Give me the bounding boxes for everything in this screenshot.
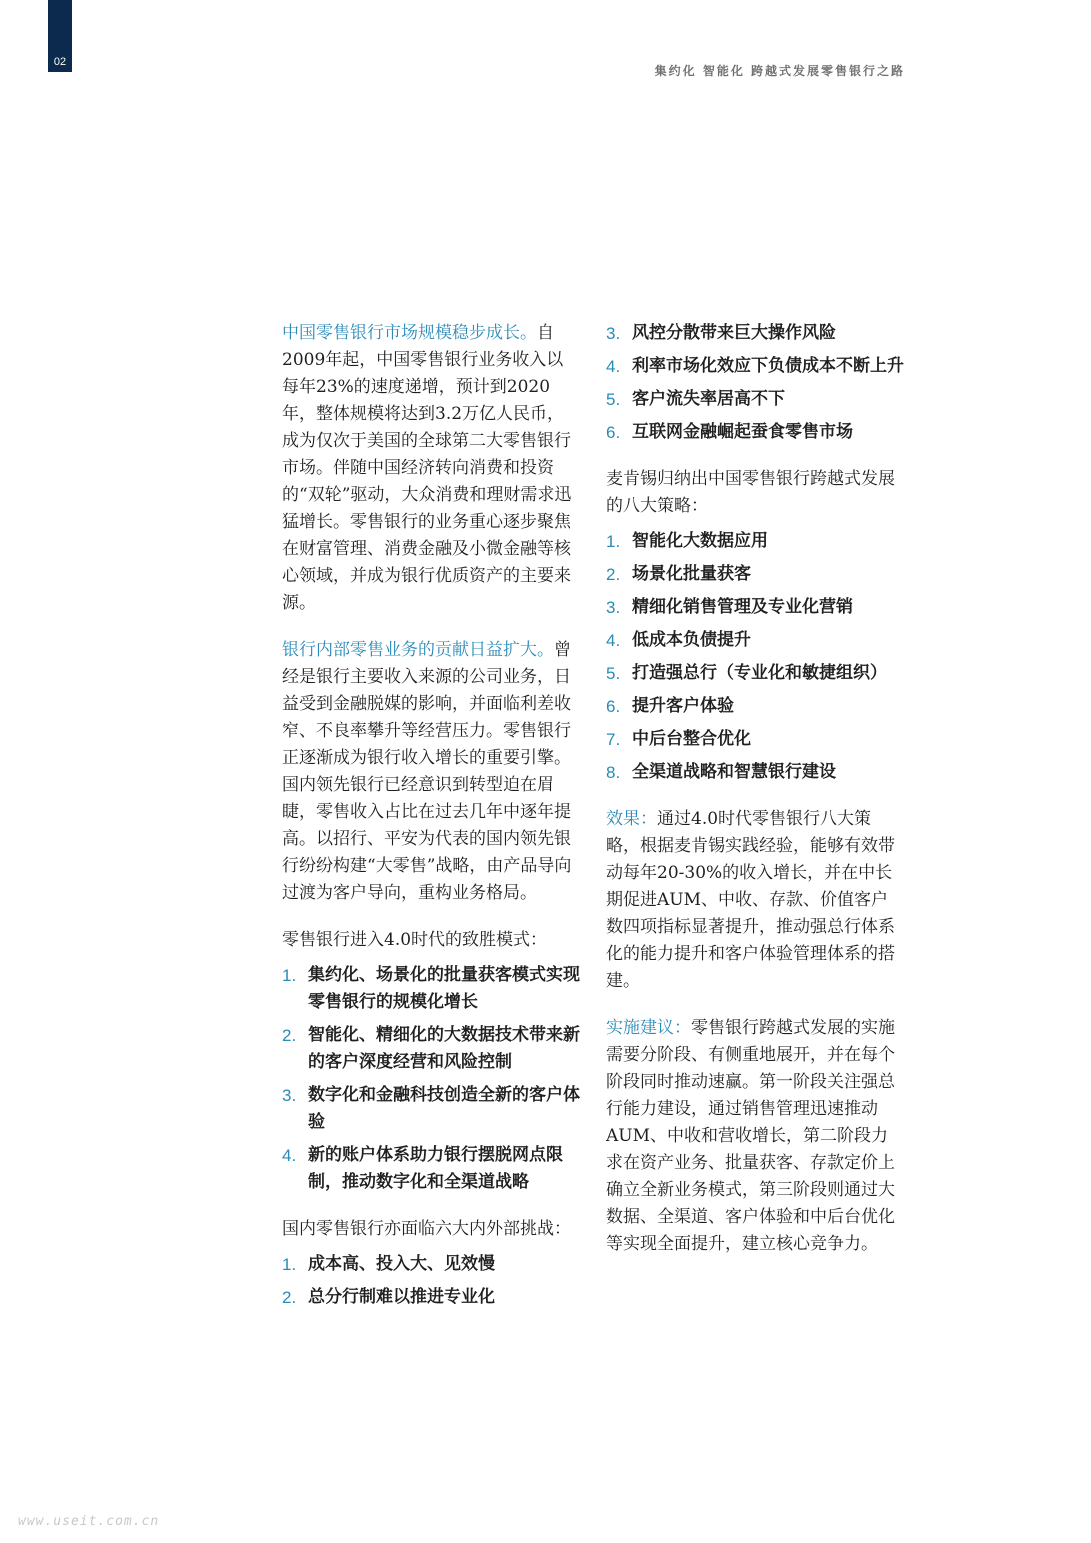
paragraph-market-growth: [282, 320, 580, 617]
page-number: 02: [53, 56, 67, 68]
challenges-list-a: [282, 1251, 580, 1311]
running-header: 集约化 智能化 跨越式发展零售银行之路: [654, 64, 905, 78]
advice-body: 零售银行跨越式发展的实施需要分阶段、有侧重地展开，并在每个阶段同时推动速赢。第一阶段关注强总行能力建设，通过销售管理迅速推动AUM、中收和营收增长，第二阶段力求在资产业务、批量获客、存款定价上确立全新业务模式，第三阶段则通过大数据、全渠道、客户体验和中后台优化等实现全面提升，建立核心竞争力。: [606, 1018, 895, 1254]
list-item: 2. 总分行制难以推进专业化: [282, 1287, 495, 1307]
challenges-list-b: [606, 320, 904, 446]
list-item: 5. 打造强总行（专业化和敏捷组织）: [606, 663, 887, 683]
paragraph-retail-contribution: [282, 637, 580, 907]
watermark-text: www.useit.com.cn: [18, 1514, 160, 1529]
list-item: 6. 互联网金融崛起蚕食零售市场: [606, 422, 853, 442]
list-item: 3. 风控分散带来巨大操作风险: [606, 323, 836, 343]
paragraph-effect: [606, 806, 904, 995]
advice-label: 实施建议：: [606, 1018, 691, 1038]
page-number-tab: [48, 0, 72, 72]
paragraph-win-modes-intro: 零售银行进入4.0时代的致胜模式：: [282, 930, 548, 950]
list-item: 3. 精细化销售管理及专业化营销: [606, 597, 853, 617]
paragraph-strategies-intro: 麦肯锡归纳出中国零售银行跨越式发展的八大策略：: [606, 469, 895, 516]
left-column: [282, 320, 580, 1331]
list-item: 1. 智能化大数据应用: [606, 531, 768, 551]
lead-market-growth: 中国零售银行市场规模稳步成长。: [282, 323, 537, 343]
effect-body: 通过4.0时代零售银行八大策略，根据麦肯锡实践经验，能够有效带动每年20-30%的收入增长，并在中长期促进AUM、中收、存款、价值客户数四项指标显著提升，推动强总行体系化的能力提升和客户体验管理体系的搭建。: [606, 809, 895, 991]
list-item: 4. 利率市场化效应下负债成本不断上升: [606, 356, 904, 376]
paragraph-advice: [606, 1015, 904, 1258]
right-column: [606, 320, 904, 1278]
list-item: 2. 智能化、精细化的大数据技术带来新的客户深度经营和风险控制: [282, 1025, 580, 1072]
list-item: 3. 数字化和金融科技创造全新的客户体验: [282, 1085, 580, 1132]
body-market-growth: 自2009年起，中国零售银行业务收入以每年23%的速度递增，预计到2020年，整体规模将达到3.2万亿人民币，成为仅次于美国的全球第二大零售银行市场。伴随中国经济转向消费和投资的“双轮”驱动，大众消费和理财需求迅猛增长。零售银行的业务重心逐步聚焦在财富管理、消费金融及小微金融等核心领域，并成为银行优质资产的主要来源。: [282, 323, 572, 613]
list-item: 8. 全渠道战略和智慧银行建设: [606, 762, 836, 782]
body-retail-contribution: 曾经是银行主要收入来源的公司业务，日益受到金融脱媒的影响，并面临利差收窄、不良率攀升等经营压力。零售银行正逐渐成为银行收入增长的重要引擎。国内领先银行已经意识到转型迫在眉睫，零售收入占比在过去几年中逐年提高。以招行、平安为代表的国内领先银行纷纷构建“大零售”战略，由产品导向过渡为客户导向，重构业务格局。: [282, 640, 572, 903]
win-modes-list: [282, 962, 580, 1196]
effect-label: 效果：: [606, 809, 657, 829]
list-item: 1. 集约化、场景化的批量获客模式实现零售银行的规模化增长: [282, 965, 580, 1012]
list-item: 6. 提升客户体验: [606, 696, 734, 716]
list-item: 2. 场景化批量获客: [606, 564, 751, 584]
list-item: 4. 低成本负债提升: [606, 630, 751, 650]
list-item: 4. 新的账户体系助力银行摆脱网点限制，推动数字化和全渠道战略: [282, 1145, 563, 1192]
strategies-list: [606, 528, 904, 786]
lead-retail-contribution: 银行内部零售业务的贡献日益扩大。: [282, 640, 554, 660]
paragraph-challenges-intro: 国内零售银行亦面临六大内外部挑战：: [282, 1219, 571, 1239]
list-item: 1. 成本高、投入大、见效慢: [282, 1254, 495, 1274]
list-item: 5. 客户流失率居高不下: [606, 389, 785, 409]
list-item: 7. 中后台整合优化: [606, 729, 751, 749]
